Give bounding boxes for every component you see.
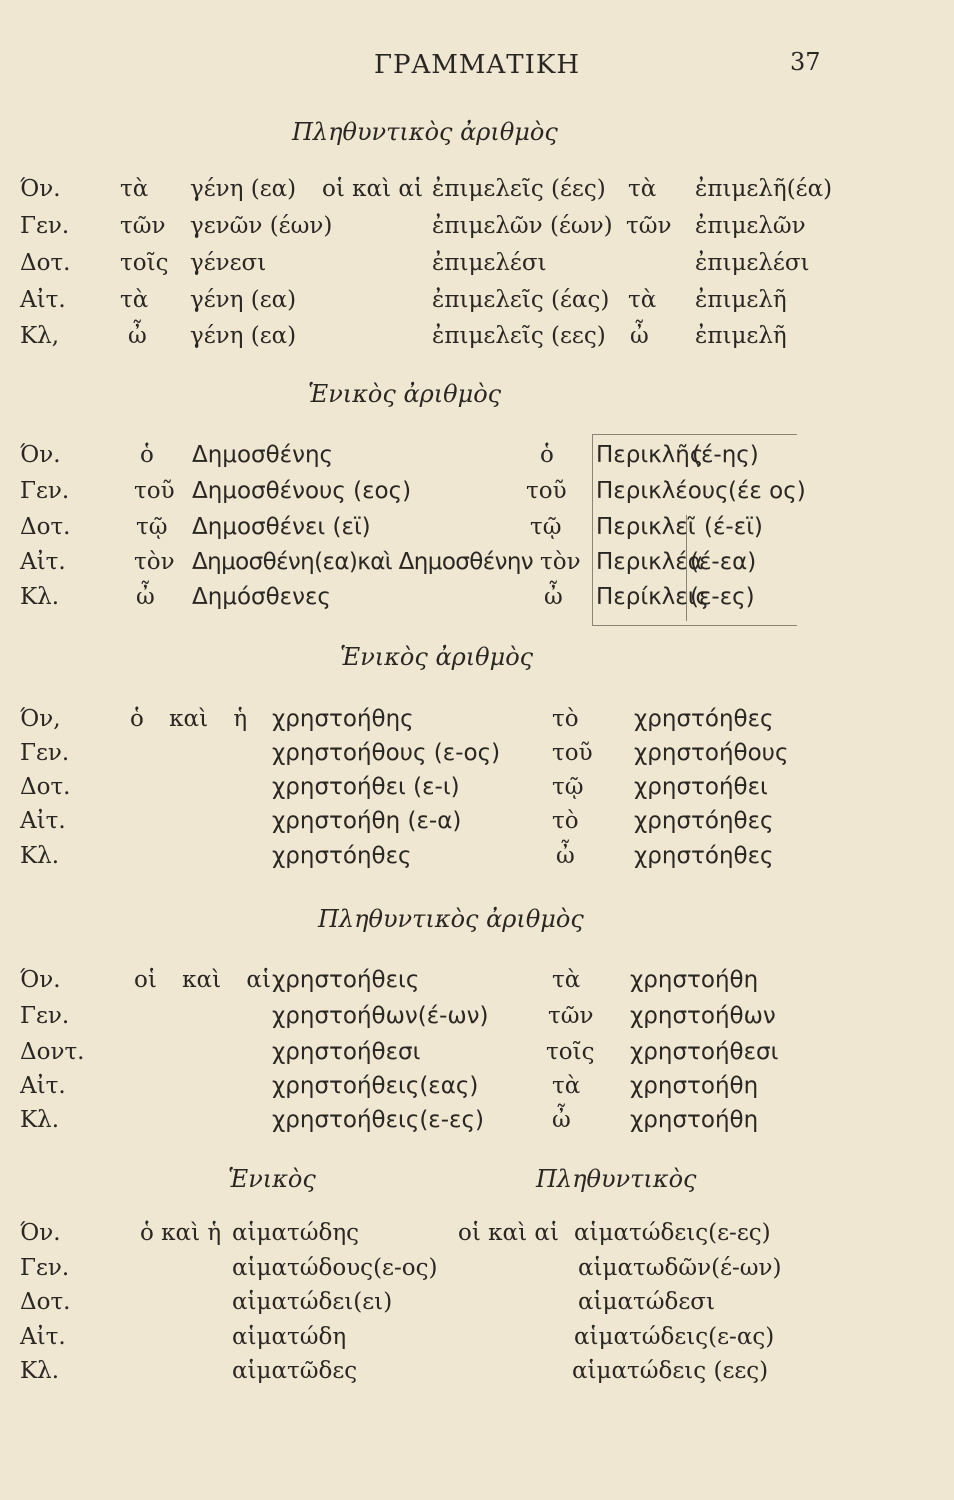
adjective-form: χρηστοήθεσι <box>272 1039 421 1065</box>
article: ὁ <box>540 442 554 468</box>
article: τῷ <box>530 514 562 540</box>
adjective-form-neuter: χρηστοήθων <box>630 1003 776 1029</box>
article: τὰ <box>120 287 149 313</box>
adjective-singular: αἱματώδης <box>232 1220 360 1246</box>
form-adjective-neuter: ἐπιμελῶν <box>695 213 806 239</box>
article: ὁ καὶ ἡ <box>140 1220 222 1246</box>
case-label: Αἰτ. <box>20 549 66 575</box>
form-adjective-neuter: ἐπιμελῆ <box>695 323 787 349</box>
section3-title: Ἑνικὸς ἀριθμὸς <box>340 643 534 671</box>
case-label: Όν. <box>20 442 61 468</box>
adjective-form-neuter: χρηστοήθεσι <box>630 1039 779 1065</box>
case-label: Γεν. <box>20 740 70 766</box>
article: τὸν <box>134 549 175 575</box>
article: τὰ <box>120 176 149 202</box>
case-label: Δοτ. <box>20 1289 71 1315</box>
running-header: ΓΡΑΜΜΑΤΙΚΗ <box>373 50 581 80</box>
article: τὸν <box>540 549 581 575</box>
ending-note: (ε-ες) <box>690 584 755 610</box>
adjective-plural: αἱματώδεις(ε-ας) <box>574 1324 775 1350</box>
noun-form: Δημοσθένει (εϊ) <box>192 514 371 540</box>
article: ὦ <box>552 1107 571 1133</box>
article: οἱ καὶ αἱ <box>322 176 423 202</box>
form-adjective: ἐπιμελῶν (έων) <box>432 213 613 239</box>
form-adjective: ἐπιμελεῖς (έες) <box>432 176 606 202</box>
article: τὰ <box>628 287 657 313</box>
adjective-form-neuter: χρηστόηθες <box>634 843 774 869</box>
case-label: Δοντ. <box>20 1039 85 1065</box>
section4-title: Πληθυντικὸς ἀριθμὸς <box>318 905 584 933</box>
case-label: Κλ. <box>20 1358 60 1384</box>
case-label: Αἰτ. <box>20 1073 66 1099</box>
form-adjective: ἐπιμελεῖς (έας) <box>432 287 610 313</box>
adjective-form-neuter: χρηστόηθες <box>634 706 774 732</box>
form-adjective-neuter: ἐπιμελῆ(έα) <box>695 176 833 202</box>
adjective-form: χρηστοήθει (ε-ι) <box>272 774 460 800</box>
ending-note: (έ-εα) <box>690 549 757 575</box>
adjective-form-neuter: χρηστοήθει <box>634 774 768 800</box>
case-label: Γεν. <box>20 478 70 504</box>
adjective-form-neuter: χρηστοήθη <box>630 967 759 993</box>
article: τοῖς <box>546 1039 595 1065</box>
case-label: Γεν. <box>20 1003 70 1029</box>
ending-note: (έε ος) <box>728 478 806 504</box>
noun-form: Δημόσθενες <box>192 584 331 610</box>
form-neuter: γενῶν (έων) <box>190 213 333 239</box>
adjective-form: χρηστοήθεις(ε-ες) <box>272 1107 484 1133</box>
ending-note: (έ-εϊ) <box>704 514 763 540</box>
section1-title: Πληθυντικὸς ἀριθμὸς <box>292 118 558 146</box>
form-adjective-neuter: ἐπιμελῆ <box>695 287 787 313</box>
form-adjective-neuter: ἐπιμελέσι <box>695 250 810 276</box>
case-label: Κλ. <box>20 584 60 610</box>
case-label: Όν, <box>20 706 61 732</box>
case-label: Κλ. <box>20 843 60 869</box>
form-adjective: ἐπιμελέσι <box>432 250 547 276</box>
case-label: Δοτ. <box>20 250 71 276</box>
page-number: 37 <box>790 48 821 76</box>
ending-note: (έ-ης) <box>692 442 759 468</box>
case-label: Γεν. <box>20 213 70 239</box>
noun-form: Δημοσθένους (εος) <box>192 478 412 504</box>
form-neuter: γένη (εα) <box>190 323 297 349</box>
article: ὁ <box>140 442 154 468</box>
article: τῶν <box>626 213 672 239</box>
article: τῷ <box>136 514 168 540</box>
case-label: Δοτ. <box>20 774 71 800</box>
article: ὦ <box>630 323 649 349</box>
form-neuter: γένη (εα) <box>190 287 297 313</box>
noun-form: Περικλεῖ <box>596 514 696 540</box>
article: οἱ καὶ αἱ <box>134 967 271 993</box>
form-neuter: γένη (εα) <box>190 176 297 202</box>
article: ὦ <box>556 843 575 869</box>
article: τοῖς <box>120 250 169 276</box>
form-adjective: ἐπιμελεῖς (εες) <box>432 323 606 349</box>
case-label: Κλ, <box>20 323 60 349</box>
article: τῶν <box>548 1003 594 1029</box>
case-label: Αἰτ. <box>20 1324 66 1350</box>
section2-title: Ἑνικὸς ἀριθμὸς <box>308 380 502 408</box>
section5-title-plural: Πληθυντικὸς <box>536 1165 697 1193</box>
case-label: Όν. <box>20 1220 61 1246</box>
noun-form: Περικλῆς <box>596 442 704 468</box>
adjective-singular: αἱματώδη <box>232 1324 347 1350</box>
article: τοῦ <box>526 478 567 504</box>
adjective-form: χρηστοήθη (ε-α) <box>272 808 462 834</box>
article: τῶν <box>120 213 166 239</box>
article: ὁ καὶ ἡ <box>130 706 248 732</box>
form-neuter: γένεσι <box>190 250 267 276</box>
adjective-plural: αἱματωδῶν(έ-ων) <box>578 1255 782 1281</box>
adjective-singular: αἱματώδους(ε-ος) <box>232 1255 438 1281</box>
article: ὦ <box>128 323 147 349</box>
adjective-form: χρηστοήθης <box>272 706 414 732</box>
noun-form: Δημοσθένης <box>192 442 334 468</box>
article: τὸ <box>552 706 579 732</box>
adjective-form: χρηστοήθεις <box>272 967 420 993</box>
adjective-form: χρηστοήθους (ε-ος) <box>272 740 501 766</box>
article: ὦ <box>544 584 563 610</box>
case-label: Όν. <box>20 967 61 993</box>
noun-form: Περικλέα <box>596 549 703 575</box>
noun-form: Περικλέους <box>596 478 729 504</box>
adjective-form-neuter: χρηστοήθους <box>634 740 789 766</box>
article: τὰ <box>552 967 581 993</box>
case-label: Αἰτ. <box>20 808 66 834</box>
article: τοῦ <box>552 740 593 766</box>
article: τοῦ <box>134 478 175 504</box>
adjective-form: χρηστοήθων(έ-ων) <box>272 1003 489 1029</box>
article: τὰ <box>552 1073 581 1099</box>
noun-form: Δημοσθένη(εα)καὶ Δημοσθένην <box>192 549 534 575</box>
article: τὸ <box>552 808 579 834</box>
case-label: Κλ. <box>20 1107 60 1133</box>
adjective-form: χρηστοήθεις(εας) <box>272 1073 479 1099</box>
noun-form: Περίκλεις <box>596 584 709 610</box>
adjective-form: χρηστόηθες <box>272 843 412 869</box>
section5-title-singular: Ἑνικὸς <box>228 1165 316 1193</box>
adjective-form-neuter: χρηστοήθη <box>630 1073 759 1099</box>
adjective-singular: αἱματῶδες <box>232 1358 358 1384</box>
article: οἱ καὶ αἱ <box>458 1220 559 1246</box>
adjective-form-neuter: χρηστοήθη <box>630 1107 759 1133</box>
article: τὰ <box>628 176 657 202</box>
adjective-plural: αἱματώδεις(ε-ες) <box>574 1220 771 1246</box>
adjective-plural: αἱματώδεσι <box>578 1289 715 1315</box>
article: ὦ <box>136 584 155 610</box>
article: τῷ <box>552 774 584 800</box>
adjective-singular: αἱματώδει(ει) <box>232 1289 393 1315</box>
case-label: Δοτ. <box>20 514 71 540</box>
case-label: Αἰτ. <box>20 287 66 313</box>
case-label: Όν. <box>20 176 61 202</box>
adjective-plural: αἱματώδεις (εες) <box>572 1358 769 1384</box>
case-label: Γεν. <box>20 1255 70 1281</box>
adjective-form-neuter: χρηστόηθες <box>634 808 774 834</box>
